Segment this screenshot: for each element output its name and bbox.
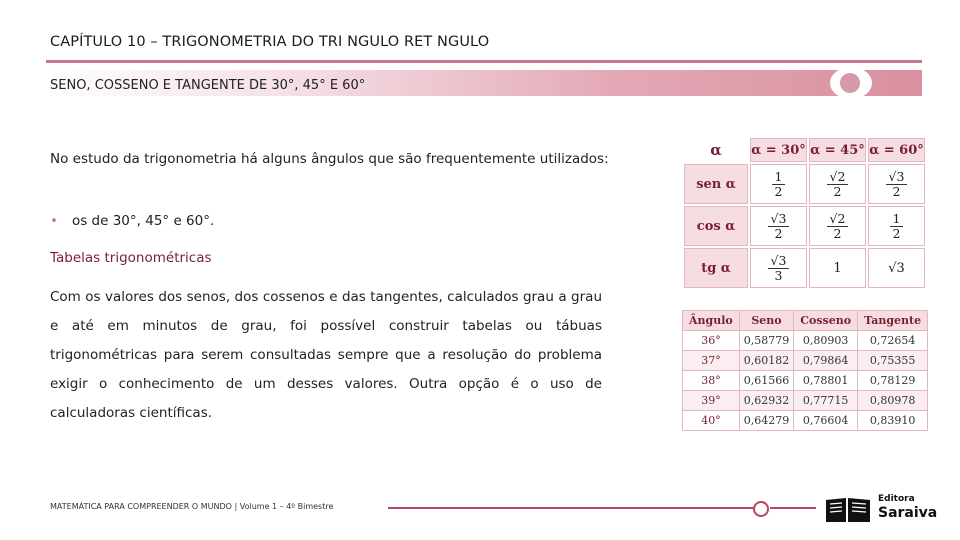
publisher-logo [824, 494, 942, 526]
lookup-col-header: Ângulo [683, 311, 740, 331]
trig-lookup-table [682, 310, 928, 431]
lookup-col-header: Cosseno [794, 311, 858, 331]
value-cell: 0,80903 [794, 331, 858, 351]
fraction-denominator: 3 [774, 267, 783, 283]
table-row [683, 411, 928, 431]
value-cell: 0,64279 [739, 411, 794, 431]
trig-cell [750, 164, 807, 204]
table-row [683, 391, 928, 411]
fraction-numerator: 1 [890, 212, 904, 227]
fraction-numerator: 1 [772, 170, 786, 185]
trig-cell [750, 206, 807, 246]
section-title: SENO, COSSENO E TANGENTE DE 30°, 45° E 60° [50, 78, 366, 93]
table-row [683, 331, 928, 351]
section-circle-icon [830, 67, 872, 99]
trig-row-label: cos α [684, 206, 748, 246]
trig-values-table [682, 136, 927, 290]
value-cell: 0,80978 [858, 391, 928, 411]
value-cell: 0,79864 [794, 351, 858, 371]
value-cell: 0,72654 [858, 331, 928, 351]
chapter-divider [46, 60, 922, 63]
trig-cell [809, 248, 866, 288]
value-cell: 0,78129 [858, 371, 928, 391]
fraction-numerator: √2 [827, 212, 849, 227]
fraction-denominator: 2 [833, 183, 842, 199]
trig-col-header: α = 60° [868, 138, 925, 162]
angle-cell: 38° [683, 371, 740, 391]
angle-cell: 39° [683, 391, 740, 411]
value-cell: 0,76604 [794, 411, 858, 431]
angle-cell: 36° [683, 331, 740, 351]
trig-col-header: α = 45° [809, 138, 866, 162]
fraction-denominator: 2 [892, 183, 901, 199]
fraction-denominator: 2 [774, 225, 783, 241]
value-cell: 0,62932 [739, 391, 794, 411]
intro-paragraph: No estudo da trigonometria há alguns ângulos que são frequentemente utilizados: [50, 151, 609, 167]
footer-text: MATEMÁTICA PARA COMPREENDER O MUNDO | Volume 1 – 4º Bimestre [50, 502, 334, 511]
bullet-text: os de 30°, 45° e 60°. [71, 213, 215, 229]
fraction-numerator: √2 [827, 170, 849, 185]
angle-cell: 37° [683, 351, 740, 371]
trig-row-label: sen α [684, 164, 748, 204]
footer-ring-icon [753, 501, 769, 517]
value-cell: 0,61566 [739, 371, 794, 391]
fraction-numerator: √3 [886, 170, 908, 185]
angle-cell: 40° [683, 411, 740, 431]
fraction-numerator: √3 [768, 212, 790, 227]
bullet-icon: • [50, 213, 58, 229]
trig-cell-value: √3 [888, 260, 905, 276]
trig-cell [868, 248, 925, 288]
trig-cell [809, 206, 866, 246]
trig-cell [868, 164, 925, 204]
trig-cell [750, 248, 807, 288]
trig-col-header: α = 30° [750, 138, 807, 162]
footer-divider-end [770, 507, 816, 509]
table-row [683, 351, 928, 371]
value-cell: 0,58779 [739, 331, 794, 351]
trig-cell [809, 164, 866, 204]
fraction-denominator: 2 [892, 225, 901, 241]
trig-corner-label: α [684, 138, 748, 162]
trig-row-label: tg α [684, 248, 748, 288]
fraction-denominator: 2 [833, 225, 842, 241]
value-cell: 0,78801 [794, 371, 858, 391]
trig-cell-value: 1 [833, 260, 842, 276]
value-cell: 0,75355 [858, 351, 928, 371]
value-cell: 0,83910 [858, 411, 928, 431]
lookup-col-header: Tangente [858, 311, 928, 331]
fraction-numerator: √3 [768, 254, 790, 269]
fraction-denominator: 2 [774, 183, 783, 199]
body-paragraph: Com os valores dos senos, dos cossenos e das tangentes, calculados grau a grau e até em minutos de grau, foi possível construir tabelas ou tábuas trigonométricas para serem consultadas sempre que a resolução do problema exigir o conhecimento de um desses valores. Outra opção é o uso de calculadoras científicas. [50, 289, 602, 421]
footer-divider [388, 507, 761, 509]
value-cell: 0,60182 [739, 351, 794, 371]
bullet-item [50, 211, 214, 231]
book-icon [824, 496, 872, 524]
chapter-title: CAPÍTULO 10 – TRIGONOMETRIA DO TRI NGULO RET NGULO [50, 34, 490, 50]
subheading: Tabelas trigonométricas [50, 250, 212, 266]
lookup-col-header: Seno [739, 311, 794, 331]
brand-line1: Editora [878, 494, 915, 504]
trig-cell [868, 206, 925, 246]
brand-line2: Saraiva [878, 505, 938, 521]
value-cell: 0,77715 [794, 391, 858, 411]
table-row [683, 371, 928, 391]
